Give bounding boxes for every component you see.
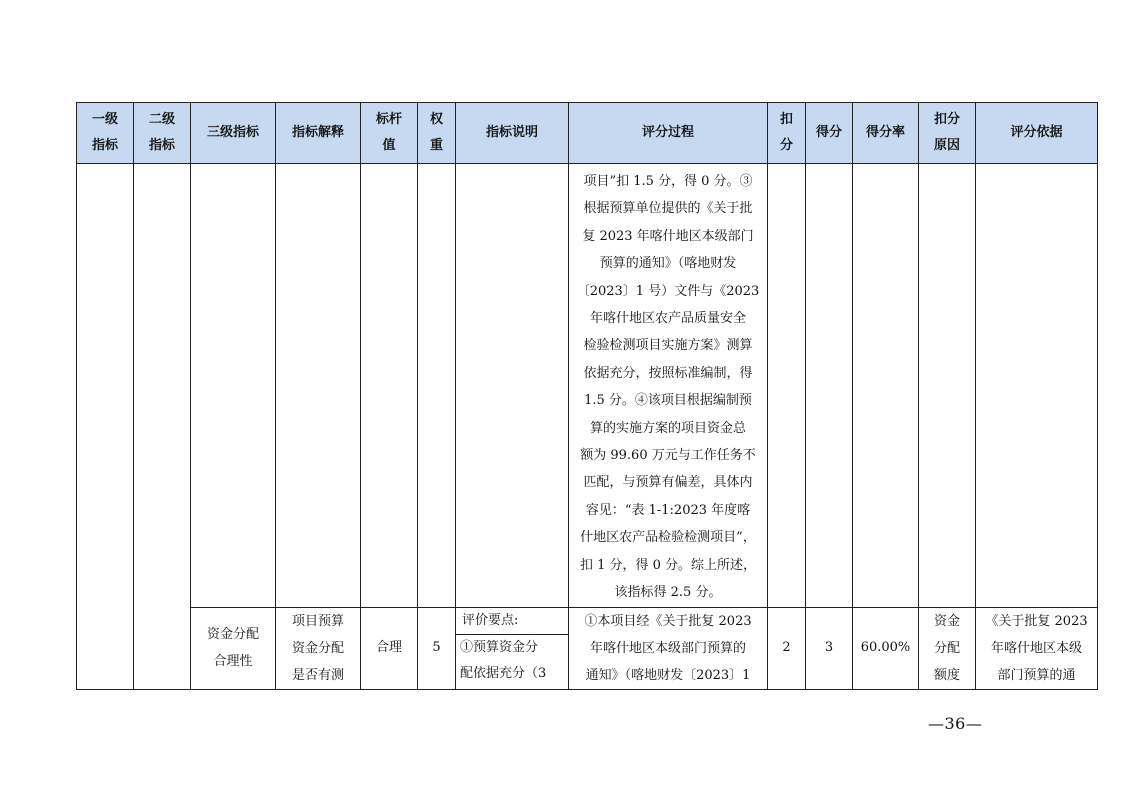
header-description: 指标说明 — [456, 103, 569, 164]
cell-level2 — [134, 164, 191, 690]
cell-description: 评价要点: ①预算资金分 配依据充分（3 — [456, 607, 569, 689]
cell-deduct: 2 — [768, 607, 806, 689]
cell-weight: 5 — [418, 607, 456, 689]
cell-score — [806, 164, 853, 608]
header-weight: 权 重 — [418, 103, 456, 164]
cell-score: 3 — [806, 607, 853, 689]
cell-benchmark: 合理 — [361, 607, 418, 689]
cell-basis — [976, 164, 1098, 608]
table-row — [77, 607, 1098, 689]
header-score: 得分 — [806, 103, 853, 164]
header-row — [77, 103, 1098, 164]
cell-explanation — [276, 164, 361, 608]
cell-process: ①本项目经《关于批复 2023 年喀什地区本级部门预算的 通知》（喀地财发〔2023〕1 — [569, 607, 768, 689]
header-process: 评分过程 — [569, 103, 768, 164]
cell-level3 — [191, 164, 276, 608]
cell-reason: 资金 分配 额度 — [919, 607, 976, 689]
cell-description — [456, 164, 569, 608]
cell-level3: 资金分配 合理性 — [191, 607, 276, 689]
header-explanation: 指标解释 — [276, 103, 361, 164]
header-rate: 得分率 — [853, 103, 919, 164]
header-reason: 扣分 原因 — [919, 103, 976, 164]
cell-process: 项目”扣 1.5 分，得 0 分。③ 根据预算单位提供的《关于批 复 2023 年喀什地区本级部门 预算的通知》（喀地财发 〔2023〕1 号）文件与《2023 年喀什地区农产品质量安全 检验检测项目实施方案》测算 依据充分，按照标准编制，得 1.5 分。④该项目根据编制预 算的实施方案的项目资金总 额为 99.60 万元与工作任务不 匹配，与预算有偏差，具体内 容见：“表 1-1:2023 年度喀 什地区农产品检验检测项目”， 扣 1 分，得 0 分。综上所述， 该指标得 2.5 分。 — [569, 164, 768, 608]
cell-basis: 《关于批复 2023 年喀什地区本级 部门预算的通 — [976, 607, 1098, 689]
cell-benchmark — [361, 164, 418, 608]
header-level3: 三级指标 — [191, 103, 276, 164]
cell-deduct — [768, 164, 806, 608]
description-heading: 评价要点: — [456, 608, 568, 635]
cell-rate: 60.00% — [853, 607, 919, 689]
header-deduct: 扣 分 — [768, 103, 806, 164]
table-row — [77, 164, 1098, 608]
header-level2: 二级 指标 — [134, 103, 191, 164]
cell-explanation: 项目预算 资金分配 是否有测 — [276, 607, 361, 689]
header-level1: 一级 指标 — [77, 103, 134, 164]
page-number: —36— — [928, 714, 983, 733]
header-basis: 评分依据 — [976, 103, 1098, 164]
cell-rate — [853, 164, 919, 608]
cell-weight — [418, 164, 456, 608]
cell-level1 — [77, 164, 134, 690]
evaluation-table — [76, 102, 1098, 690]
cell-reason — [919, 164, 976, 608]
header-benchmark: 标杆 值 — [361, 103, 418, 164]
